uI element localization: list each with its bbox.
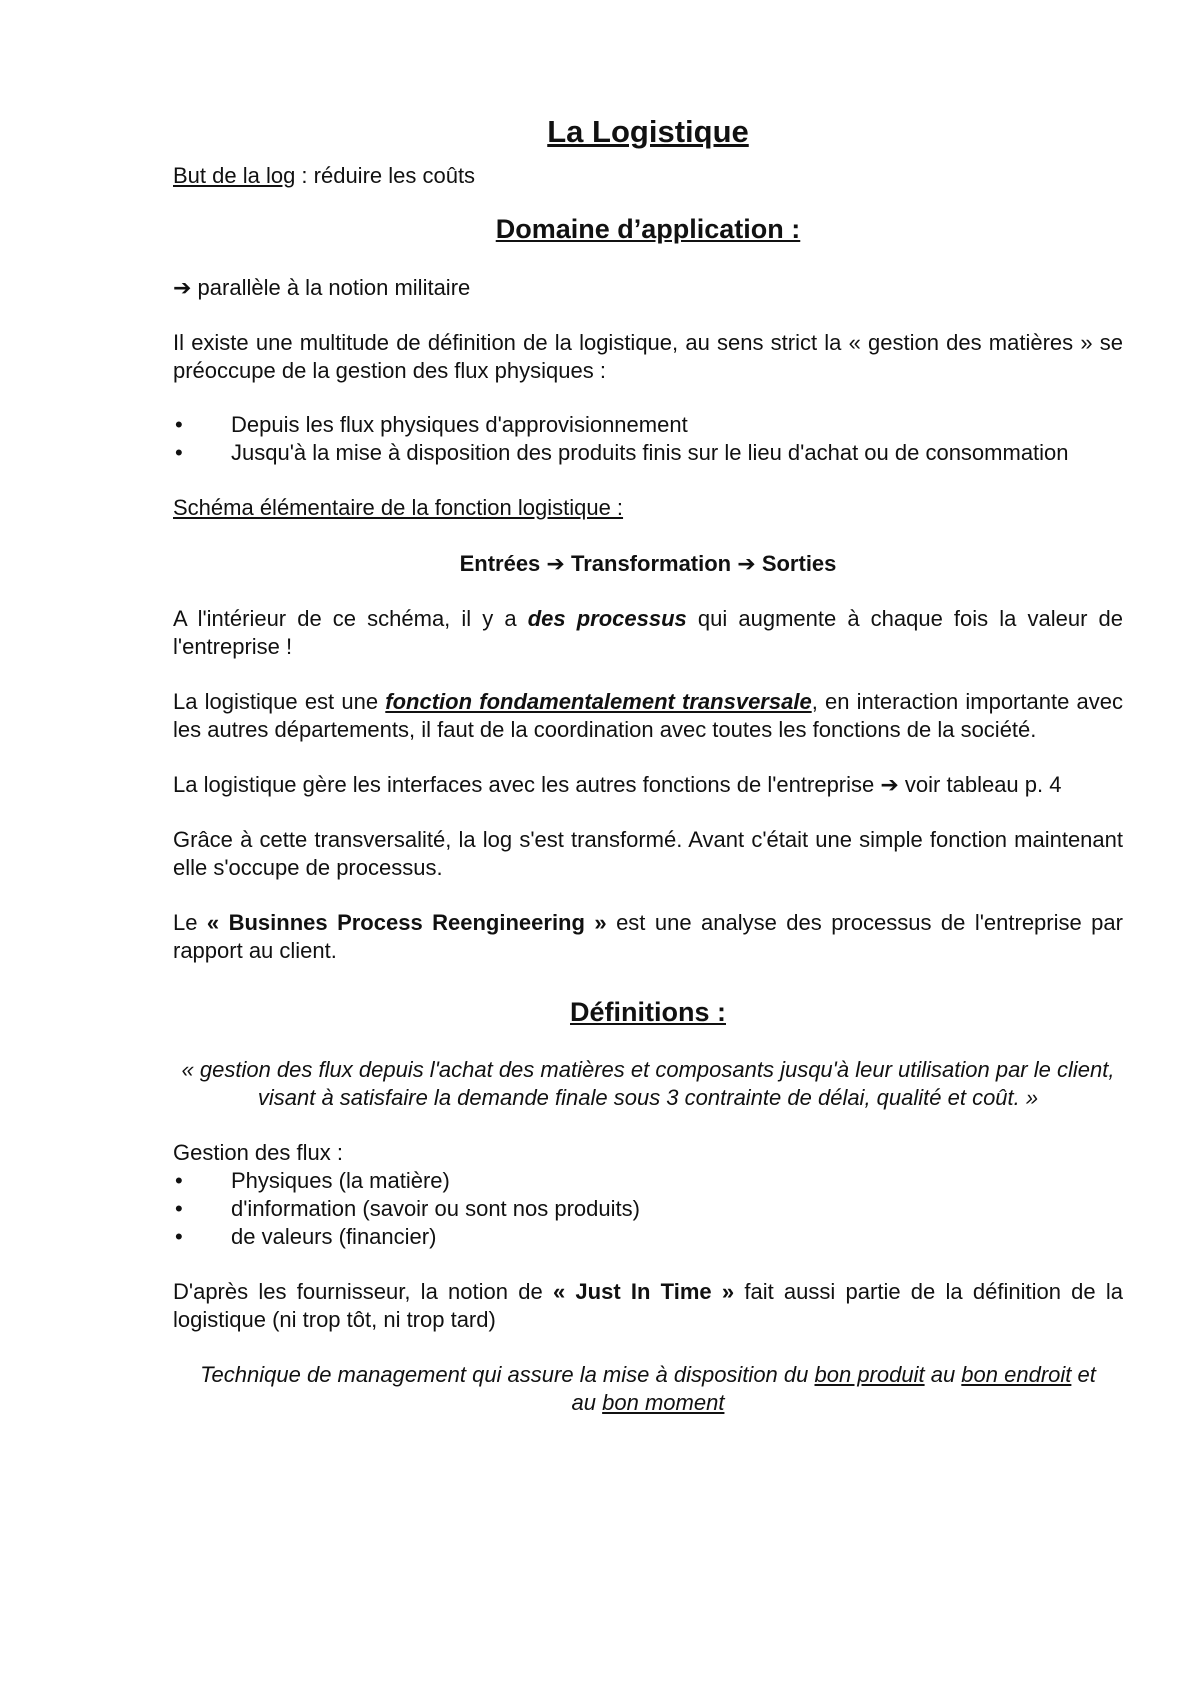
flux-bullet-list	[173, 411, 1123, 467]
arrow-icon: ➔	[880, 772, 899, 797]
parallel-text: parallèle à la notion militaire	[191, 275, 471, 300]
bullet-icon: •	[175, 1196, 183, 1221]
interfaces-paragraph: La logistique gère les interfaces avec les autres fonctions de l'entreprise ➔ voir tableau p. 4	[173, 772, 1062, 797]
list-item: • Physiques (la matière)	[175, 1168, 450, 1193]
goal-text: : réduire les coûts	[295, 163, 476, 188]
bullet-icon: •	[175, 440, 183, 465]
goal-label: But de la log	[173, 163, 296, 188]
definition-paragraph: Il existe une multitude de définition de la logistique, au sens strict la « gestion des matières » se préoccupe de la gestion des flux physiques :	[173, 330, 1123, 383]
jit-paragraph: D'après les fournisseur, la notion de « Just In Time » fait aussi partie de la définition de la logistique (ni trop tôt, ni trop tard)	[173, 1279, 1124, 1332]
list-item: • Depuis les flux physiques d'approvisionnement	[175, 412, 688, 437]
goal-line	[173, 162, 1123, 190]
page-title: La Logistique	[547, 114, 749, 149]
arrow-icon: ➔	[173, 275, 192, 300]
definition-quote: « gestion des flux depuis l'achat des matières et composants jusqu'à leur utilisation par le client, visant à satisfaire la demande finale sous 3 contrainte de délai, qualité et coût. »	[181, 1057, 1115, 1110]
list-item: • d'information (savoir ou sont nos produits)	[175, 1196, 640, 1221]
bullet-icon: •	[175, 1224, 183, 1249]
gestion-bullet-list	[173, 1167, 1123, 1251]
list-item: • Jusqu'à la mise à disposition des produits finis sur le lieu d'achat ou de consommation	[175, 440, 1069, 465]
gestion-label: Gestion des flux :	[173, 1140, 343, 1165]
technique-paragraph: Technique de management qui assure la mise à disposition du bon produit au bon endroit et au bon moment	[200, 1362, 1096, 1415]
processus-paragraph: A l'intérieur de ce schéma, il y a des processus qui augmente à chaque fois la valeur de l'entreprise !	[173, 606, 1123, 659]
document-page	[173, 112, 1123, 1417]
arrow-icon: ➔	[546, 551, 565, 576]
bpr-paragraph: Le « Businnes Process Reengineering » est une analyse des processus de l'entreprise par rapport au client.	[173, 910, 1123, 963]
transversality-paragraph: Grâce à cette transversalité, la log s'est transformé. Avant c'était une simple fonction maintenant elle s'occupe de processus.	[173, 827, 1123, 880]
schema-label: Schéma élémentaire de la fonction logistique :	[173, 495, 624, 520]
schema-line	[173, 550, 1123, 578]
schema-output: Sorties	[761, 551, 837, 576]
transversal-paragraph: La logistique est une fonction fondamentalement transversale, en interaction importante avec les autres départements, il faut de la coordination avec toutes les fonctions de la société.	[173, 689, 1123, 742]
bullet-icon: •	[175, 412, 183, 437]
section-heading-definitions: Définitions :	[570, 997, 726, 1027]
section-heading-domaine: Domaine d’application :	[495, 214, 801, 244]
arrow-icon: ➔	[737, 551, 756, 576]
list-item: • de valeurs (financier)	[175, 1224, 437, 1249]
bullet-icon: •	[175, 1168, 183, 1193]
parallel-line	[173, 274, 1123, 302]
schema-transformation: Transformation	[570, 551, 732, 576]
schema-input: Entrées	[459, 551, 541, 576]
